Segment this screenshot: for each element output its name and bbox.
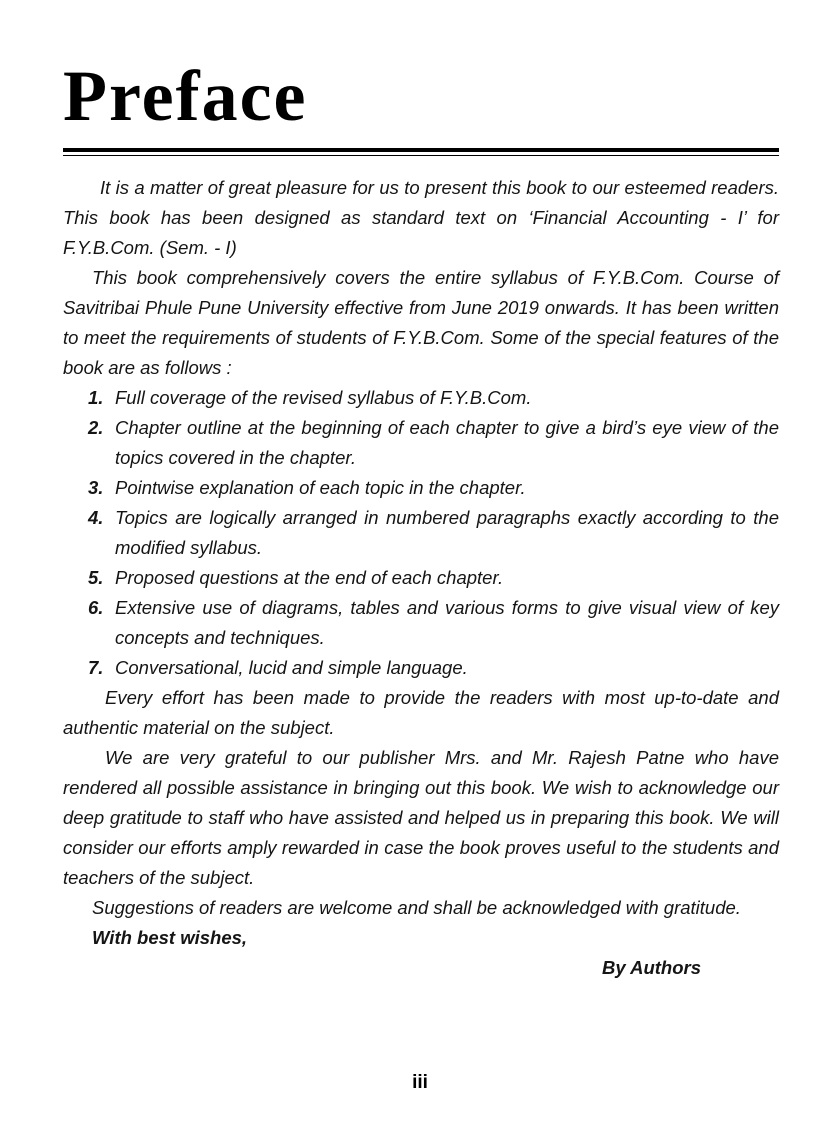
- page-title: Preface: [63, 56, 308, 136]
- features-list: [63, 383, 779, 683]
- paragraph-effort: Every effort has been made to provide the readers with most up-to-date and authentic material on the subject.: [63, 687, 779, 738]
- list-item-number: 5.: [88, 567, 104, 588]
- list-item-text: Conversational, lucid and simple language.: [115, 657, 468, 678]
- closing-byline: By Authors: [601, 957, 701, 978]
- paragraph-gratitude: We are very grateful to our publisher Mrs. and Mr. Rajesh Patne who have rendered all possible assistance in bringing out this book. We wish to acknowledge our deep gratitude to staff who have assisted and helped us in preparing this book. We will consider our efforts amply rewarded in case the book proves useful to the students and teachers of the subject.: [63, 747, 779, 888]
- paragraph-suggestions: Suggestions of readers are welcome and shall be acknowledged with gratitude.: [92, 897, 741, 918]
- list-item-number: 2.: [88, 417, 104, 438]
- list-item-text: Pointwise explanation of each topic in the chapter.: [115, 477, 526, 498]
- page-number: iii: [412, 1072, 428, 1093]
- title-divider-rule: [63, 148, 779, 156]
- preface-body: [63, 173, 779, 983]
- list-item-number: 7.: [88, 657, 104, 678]
- list-item-text: Topics are logically arranged in numbered paragraphs exactly according to the modified syllabus.: [115, 507, 779, 558]
- list-item-text: Full coverage of the revised syllabus of F.Y.B.Com.: [115, 387, 532, 408]
- list-item-number: 6.: [88, 597, 104, 618]
- list-item: [63, 503, 779, 563]
- list-item-number: 4.: [88, 507, 104, 528]
- list-item-text: Proposed questions at the end of each chapter.: [115, 567, 504, 588]
- list-item-number: 3.: [88, 477, 104, 498]
- list-item: [63, 563, 779, 593]
- paragraph-intro: It is a matter of great pleasure for us to present this book to our esteemed readers. This book has been designed as standard text on ‘Financial Accounting - I’ for F.Y.B.Com. (Sem. - I): [63, 177, 779, 258]
- list-item-text: Extensive use of diagrams, tables and various forms to give visual view of key concepts and techniques.: [115, 597, 779, 648]
- list-item: [63, 653, 779, 683]
- list-item: [63, 383, 779, 413]
- list-item-text: Chapter outline at the beginning of each chapter to give a bird’s eye view of the topics covered in the chapter.: [115, 417, 779, 468]
- list-item: [63, 413, 779, 473]
- list-item: [63, 473, 779, 503]
- closing-signoff: With best wishes,: [92, 927, 248, 948]
- list-item-number: 1.: [88, 387, 104, 408]
- paragraph-syllabus: This book comprehensively covers the entire syllabus of F.Y.B.Com. Course of Savitribai Phule Pune University effective from June 2019 onwards. It has been written to meet the requirements of students of F.Y.B.Com. Some of the special features of the book are as follows :: [63, 267, 779, 378]
- list-item: [63, 593, 779, 653]
